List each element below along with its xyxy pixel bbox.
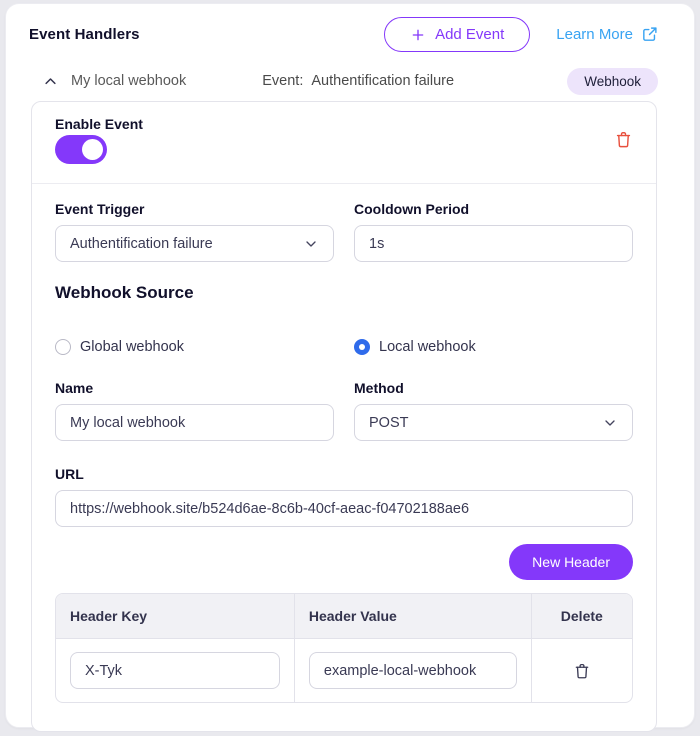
global-webhook-option[interactable] [55,339,334,355]
page-title: Event Handlers [29,26,140,43]
column-header-key: Header Key [70,608,148,624]
headers-table [55,593,633,703]
add-event-label: Add Event [435,26,505,43]
cooldown-label: Cooldown Period [354,201,470,217]
method-select[interactable] [354,404,633,441]
learn-more-label: Learn More [556,26,633,43]
column-header-value: Header Value [294,594,531,638]
collapse-button[interactable] [29,74,58,89]
external-link-icon [641,26,658,43]
delete-header-button[interactable] [573,661,591,681]
chevron-down-icon [303,236,319,252]
table-row [56,639,632,702]
name-input[interactable] [55,404,334,441]
panel-header [6,4,694,52]
card-body [32,184,656,731]
url-label: URL [55,466,84,482]
enable-event-label: Enable Event [55,116,143,132]
header-value-cell [294,639,531,702]
trash-icon [614,129,633,150]
handler-name: My local webhook [71,73,187,89]
name-label: Name [55,380,94,396]
url-field-group [55,466,633,527]
headers-table-head [56,594,632,639]
event-handlers-panel [5,3,695,728]
trash-icon [573,661,591,681]
handler-event-value: Authentification failure [311,73,455,89]
event-trigger-label: Event Trigger [55,201,145,217]
plus-icon [410,27,426,43]
cooldown-field [354,201,633,262]
chevron-down-icon [602,415,618,431]
header-actions [384,17,658,52]
handler-event-label: Event: [262,73,304,89]
event-trigger-select[interactable] [55,225,334,262]
event-handler-card [31,101,657,732]
header-key-input[interactable] [70,652,280,689]
header-value-input[interactable] [309,652,517,689]
webhook-source-options [55,339,633,355]
cooldown-input[interactable] [354,225,633,262]
add-event-button[interactable] [384,17,530,52]
delete-event-button[interactable] [614,129,633,150]
method-field-group [354,380,633,441]
new-header-button[interactable]: New Header [509,544,633,580]
trigger-cooldown-row [55,201,633,262]
handler-summary-row [29,68,658,94]
webhook-type-badge: Webhook [567,68,658,95]
toggle-knob [82,139,103,160]
handler-event [262,73,454,89]
enable-event-group [55,116,143,164]
column-header-delete: Delete [531,594,632,638]
local-webhook-label: Local webhook [379,339,476,355]
header-key-cell [56,639,294,702]
card-top-section [32,102,656,183]
event-trigger-field [55,201,334,262]
radio-unselected-icon [55,339,71,355]
learn-more-link[interactable] [556,26,658,43]
radio-selected-icon [354,339,370,355]
local-webhook-option[interactable] [354,339,633,355]
method-label: Method [354,380,404,396]
header-delete-cell [531,639,632,702]
method-value: POST [369,414,409,431]
name-method-row [55,380,633,441]
url-input[interactable] [55,490,633,527]
event-trigger-value: Authentification failure [70,235,213,252]
name-field-group [55,380,334,441]
webhook-source-heading: Webhook Source [55,283,194,302]
enable-event-toggle[interactable] [55,135,107,164]
chevron-up-icon [43,74,58,89]
global-webhook-label: Global webhook [80,339,184,355]
